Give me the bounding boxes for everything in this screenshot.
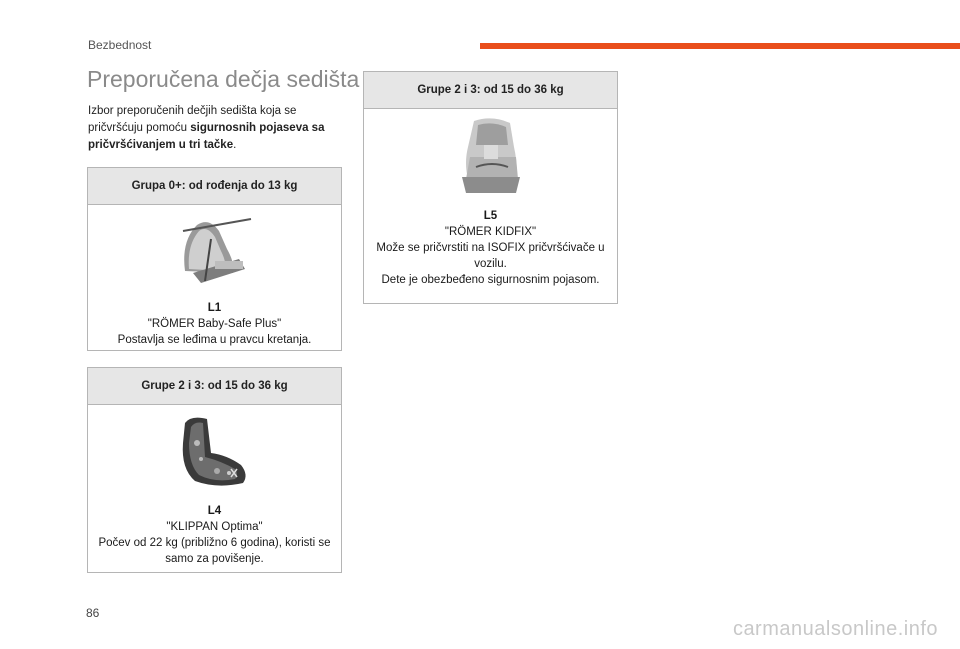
infant-carrier-image — [175, 211, 255, 289]
page-title: Preporučena dečja sedišta — [87, 66, 360, 92]
intro-bold-text: sigurnosnih pojaseva sa pričvršćivanjem u tri tačke — [88, 122, 325, 151]
seat-description: Počev od 22 kg (približno 6 godina), koristi se samo za povišenje. — [98, 537, 331, 565]
seat-box-l4 — [87, 367, 342, 573]
section-label: Bezbednost — [88, 38, 152, 52]
seat-image-l1 — [88, 211, 341, 293]
seat-image-l4 — [88, 413, 341, 493]
seat-description: Može se pričvrstiti na ISOFIX pričvršćivače u vozilu. — [376, 242, 605, 270]
seat-name: "RÖMER Baby-Safe Plus" — [147, 318, 282, 330]
seat-name: "RÖMER KIDFIX" — [444, 226, 537, 238]
seat-name: "KLIPPAN Optima" — [166, 521, 263, 533]
seat-box-l1 — [87, 167, 342, 351]
page-number: 86 — [86, 606, 100, 620]
accent-bar — [480, 43, 960, 49]
seat-group-heading: Grupa 0+: od rođenja do 13 kg — [88, 168, 341, 205]
intro-end: . — [233, 139, 237, 151]
seat-image-l5 — [364, 117, 617, 199]
highback-booster-image — [456, 117, 526, 197]
intro-text: Izbor preporučenih dečjih sedišta koja se pričvršćuju pomoću — [88, 105, 297, 134]
booster-seat-image — [177, 413, 253, 489]
seat-box-l5 — [363, 71, 618, 304]
seat-code: L5 — [483, 210, 498, 222]
intro-paragraph — [88, 103, 348, 154]
seat-group-heading: Grupe 2 i 3: od 15 do 36 kg — [364, 72, 617, 109]
seat-description: Postavlja se leđima u pravcu kretanja. — [117, 334, 312, 346]
seat-code: L1 — [207, 302, 222, 314]
seat-description-2: Dete je obezbeđeno sigurnosnim pojasom. — [381, 274, 600, 286]
seat-code: L4 — [207, 505, 222, 517]
seat-group-heading: Grupe 2 i 3: od 15 do 36 kg — [88, 368, 341, 405]
watermark: carmanualsonline.info — [732, 618, 938, 640]
